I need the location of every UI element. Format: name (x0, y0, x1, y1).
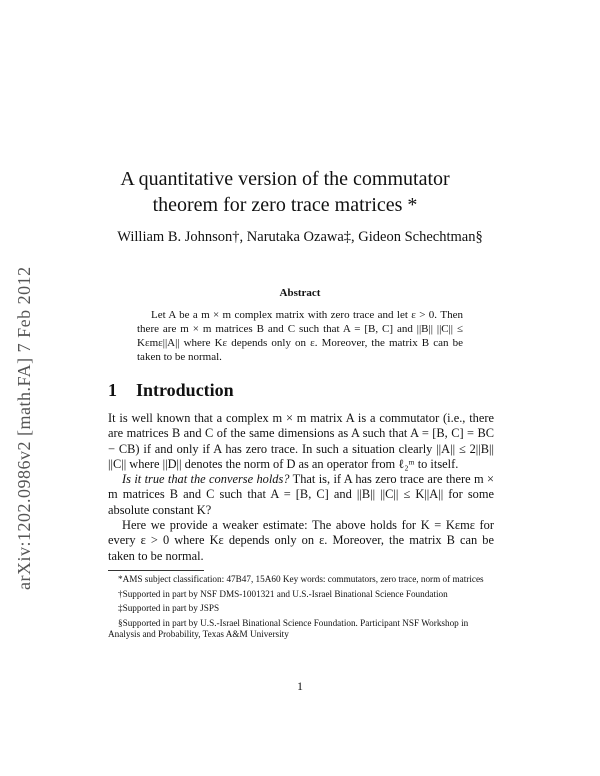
footnote-rule (108, 570, 204, 571)
paragraph-1: It is well known that a complex m × m matrix A is a commutator (i.e., there are matrices B and C of the same dimensions as A such that A = [B, C] = BC − CB) if and only if A has zero trace. In such a situation clearly ||A|| ≤ 2||B|| ||C|| where ||D|| denotes the norm of D as an operator from ℓ₂ᵐ to itself. (108, 411, 494, 471)
section-title: Introduction (136, 380, 234, 400)
section-heading (108, 380, 234, 401)
paragraph-3: Here we provide a weaker estimate: The above holds for K = Kεmε for every ε > 0 where Kε depends only on ε. Moreover, the matrix B can be taken to be normal. (108, 518, 494, 563)
body-text (108, 411, 494, 564)
footnote-4: §Supported in part by U.S.-Israel Binational Science Foundation. Participant NSF Workshop in Analysis and Probability, Texas A&M University (108, 617, 469, 639)
footnotes (108, 574, 494, 644)
paragraph-2-rest: That is, if A has zero trace are there m × m matrices B and C such that A = [B, C] and ||B|| ||C|| ≤ K||A|| for some absolute constant K? (108, 472, 494, 517)
title-line-2: theorem for zero trace matrices * (152, 194, 418, 216)
footnote-1: *AMS subject classification: 47B47, 15A60 Key words: commutators, zero trace, norm of matrices (118, 574, 484, 584)
section-number: 1 (108, 380, 117, 400)
arxiv-sidebar (14, 190, 44, 590)
author-list: William B. Johnson†, Narutaka Ozawa‡, Gideon Schechtman§ (117, 229, 483, 245)
paragraph-2 (108, 472, 494, 518)
abstract-heading: Abstract (279, 287, 321, 299)
footnote-3: ‡Supported in part by JSPS (118, 603, 220, 613)
page-number: 1 (297, 679, 303, 693)
abstract-text: Let A be a m × m complex matrix with zero trace and let ε > 0. Then there are m × m matrices B and C such that A = [B, C] and ||B|| ||C|| ≤ Kεmε||A|| where Kε depends only on ε. Moreover, the matrix B can be taken to be normal. (137, 309, 463, 363)
title-line-1: A quantitative version of the commutator (120, 168, 450, 190)
footnote-2: †Supported in part by NSF DMS-1001321 and U.S.-Israel Binational Science Foundation (118, 588, 448, 599)
paper-title (100, 166, 470, 218)
question-italic: Is it true that the converse holds? (122, 472, 290, 487)
arxiv-identifier: arXiv:1202.0986v2 [math.FA] 7 Feb 2012 (14, 266, 34, 590)
